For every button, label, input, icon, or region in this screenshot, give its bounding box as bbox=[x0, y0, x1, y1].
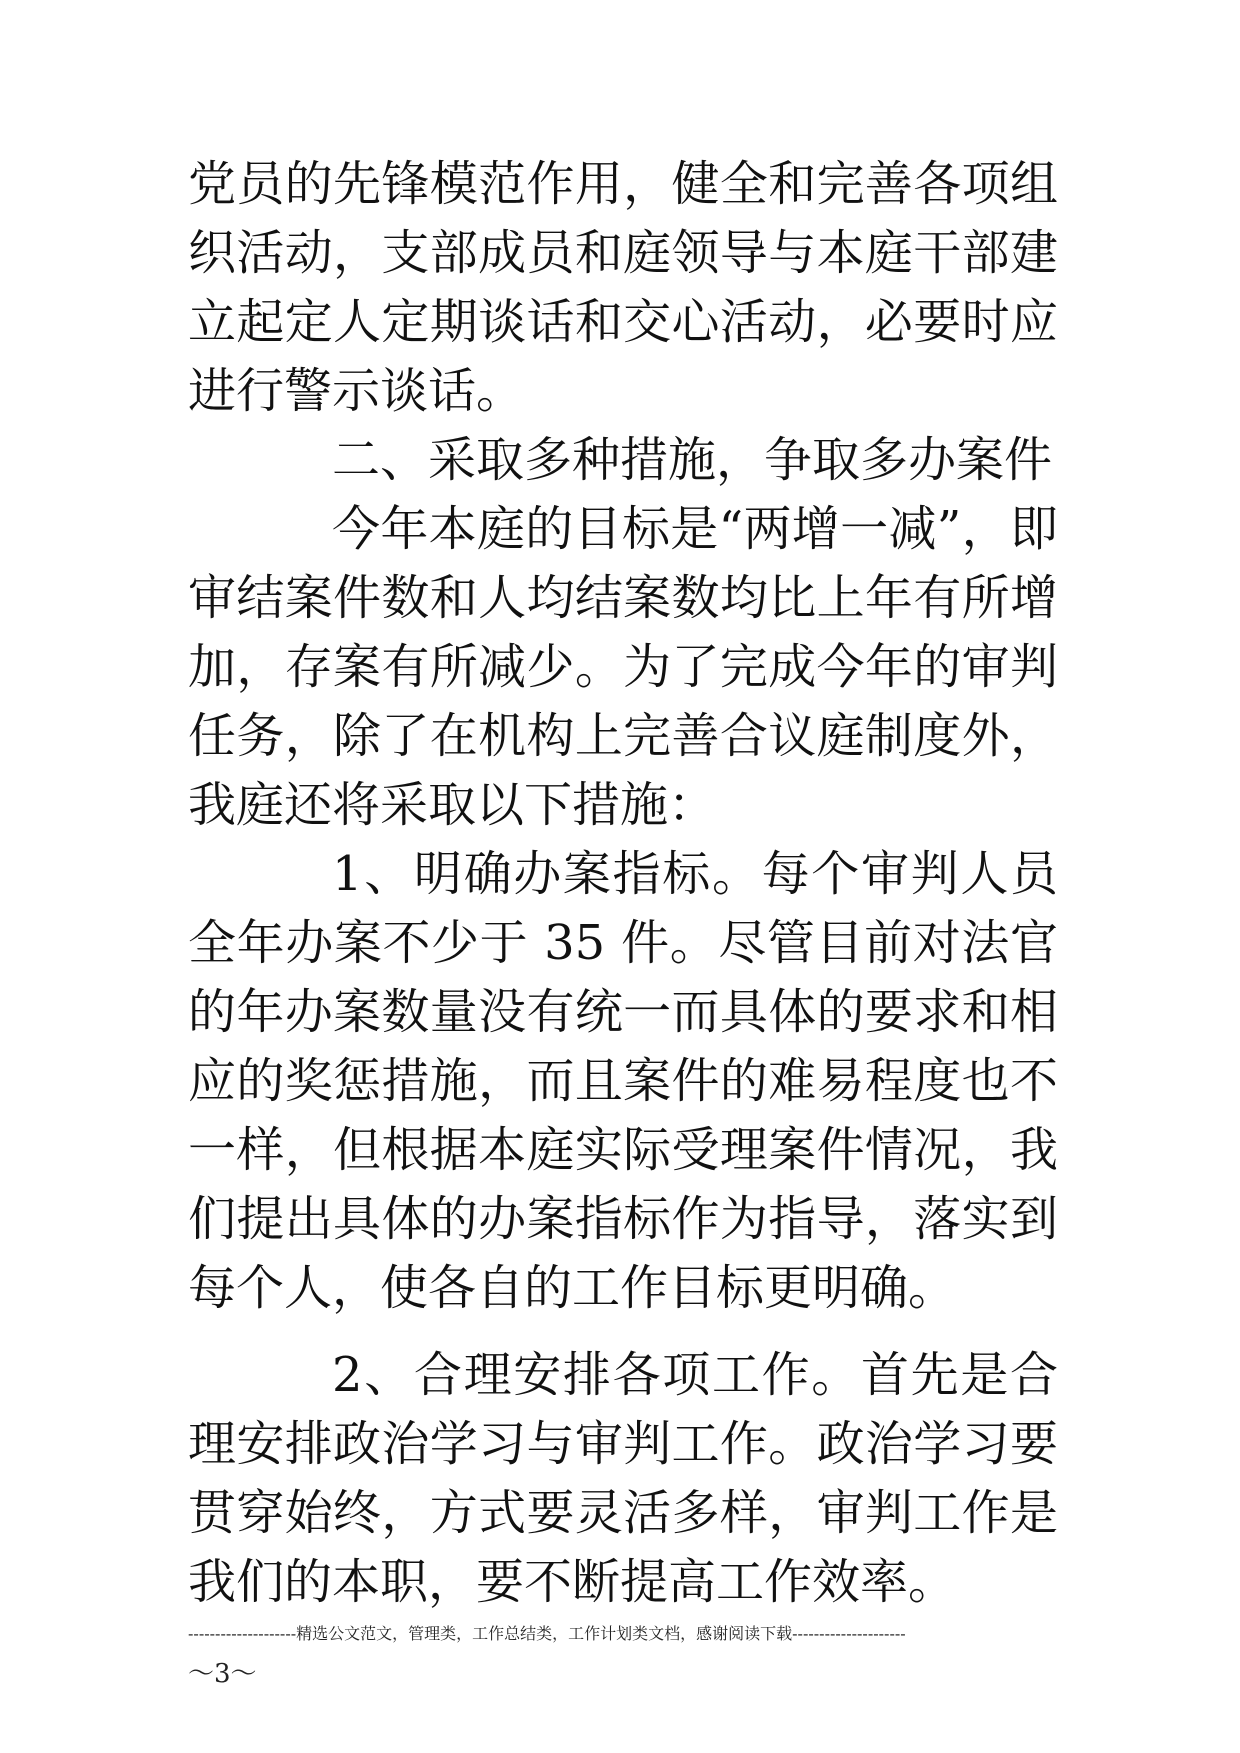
paragraph-measure-2: 2、合理安排各项工作。首先是合理安排政治学习与审判工作。政治学习要贯穿始终，方式要灵活多样，审判工作是我们的本职，要不断提高工作效率。 bbox=[188, 1347, 1058, 1610]
paragraph-measure-1: 1、明确办案指标。每个审判人员全年办案不少于 35 件。尽管目前对法官的年办案数量没有统一而具体的要求和相应的奖惩措施，而且案件的难易程度也不一样，但根据本庭实际受理案件情况，我们提出具体的办案指标作为指导，落实到每个人，使各自的工作目标更明确。 bbox=[188, 846, 1058, 1316]
footer-banner: --------------------精选公文范文，管理类，工作总结类，工作计划类文档，感谢阅读下载--------------------- bbox=[188, 1624, 906, 1643]
paragraph-continuation: 党员的先锋模范作用，健全和完善各项组织活动，支部成员和庭领导与本庭干部建立起定人定期谈话和交心活动，必要时应进行警示谈话。 bbox=[188, 156, 1058, 419]
document-body bbox=[188, 150, 1058, 1617]
page-number: ～3～ bbox=[188, 1659, 257, 1689]
section-heading: 二、采取多种措施，争取多办案件 bbox=[332, 432, 1053, 488]
paragraph-goals: 今年本庭的目标是“两增一减”，即审结案件数和人均结案数均比上年有所增加，存案有所减少。为了完成今年的审判任务，除了在机构上完善合议庭制度外，我庭还将采取以下措施： bbox=[188, 501, 1058, 833]
